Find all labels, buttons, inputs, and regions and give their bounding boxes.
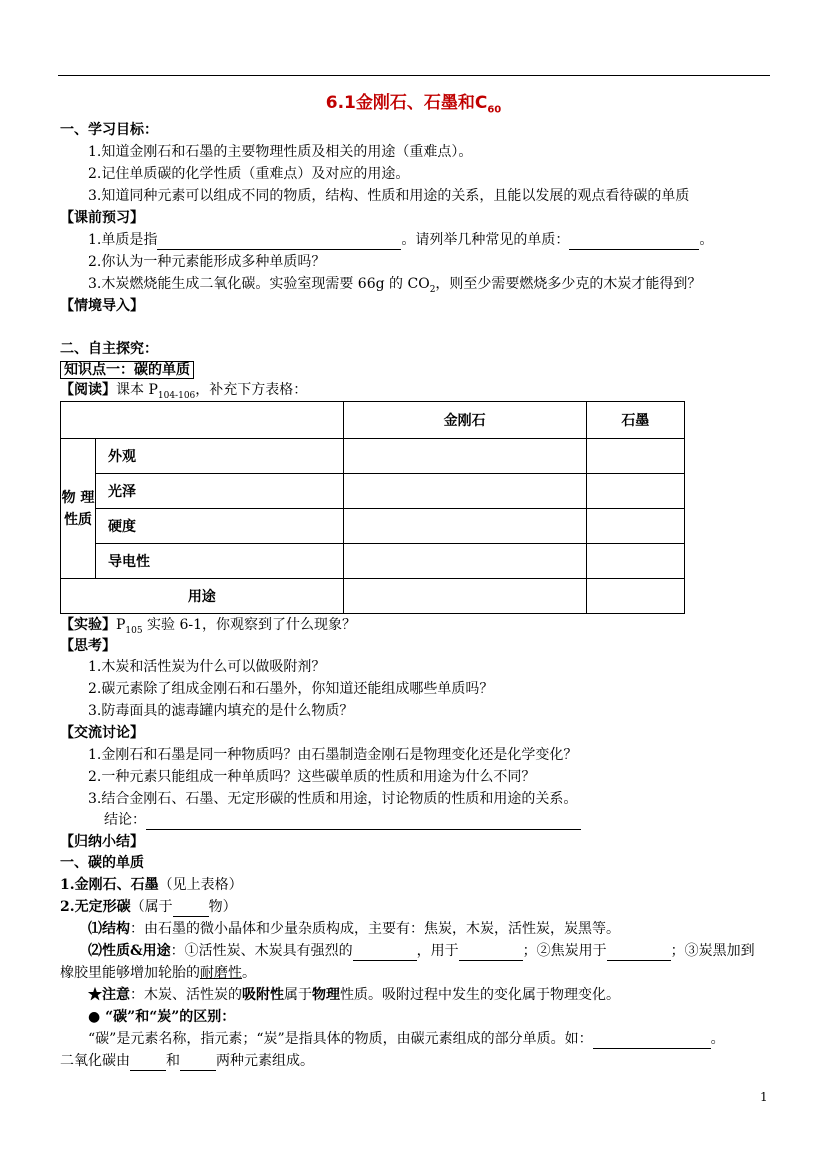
summary-section-1: 一、碳的单质 [60,855,144,871]
col-header-diamond: 金刚石 [343,402,586,439]
properties-table [60,401,685,614]
difference-line-2: 二氧化碳由 和 两种元素组成。 [60,1053,314,1069]
reading-instruction: 【阅读】课本 $P_{104-106}$，补充下方表格： [60,382,308,401]
blank-field[interactable] [593,1033,711,1049]
think-q3: 3.防毒面具的滤毒罐内填充的是什么物质？ [88,703,354,719]
blank-field[interactable] [569,234,699,250]
table-cell[interactable] [586,439,684,474]
page-number: 1 [760,1090,768,1104]
table-corner [61,402,344,439]
table-cell[interactable] [343,509,586,544]
blank-field[interactable] [157,234,401,250]
preview-q2: 2.你认为一种元素能形成多种单质吗？ [88,254,326,270]
think-q2: 2.碳元素除了组成金刚石和石墨外，你知道还能组成哪些单质吗？ [88,681,494,697]
table-cell[interactable] [343,439,586,474]
blank-field[interactable] [353,945,417,961]
blank-field[interactable] [459,945,523,961]
preview-q3: 3.木炭燃烧能生成二氧化碳。实验室现需要 66g 的 $CO_2$，则至少需要燃烧多少克的木炭才能得到？ [88,276,702,295]
think-q1: 1.木炭和活性炭为什么可以做吸附剂？ [88,659,326,675]
discuss-q3: 3.结合金刚石、石墨、无定形碳的性质和用途，讨论物质的性质和用途的关系。 [88,791,578,807]
row-label-use: 用途 [61,579,344,614]
structure-line: ⑴结构：由石墨的微小晶体和少量杂质构成，主要有：焦炭，木炭，活性炭，炭黑等。 [88,921,620,937]
blank-field[interactable] [146,814,581,830]
properties-line-cont: 橡胶里能够增加轮胎的耐磨性。 [60,965,256,981]
row-label-conductivity: 导电性 [96,544,344,579]
table-cell[interactable] [343,474,586,509]
goal-1: 1.知道金刚石和石墨的主要物理性质及相关的用途（重难点）。 [88,144,473,160]
section1-heading: 一、学习目标： [60,122,158,138]
note-line: ★注意：木炭、活性炭的吸附性属于物理性质。吸附过程中发生的变化属于物理变化。 [88,987,620,1003]
top-rule [58,75,770,76]
row-label-luster: 光泽 [96,474,344,509]
table-cell[interactable] [586,544,684,579]
difference-heading: ● “碳”和“炭”的区别： [88,1009,236,1025]
row-label-appearance: 外观 [96,439,344,474]
properties-line: ⑵性质&用途：①活性炭、木炭具有强烈的 ，用于 ；②焦炭用于 ；③炭黑加到 [88,943,755,959]
table-cell[interactable] [343,544,586,579]
summary-item-1: 1.金刚石、石墨（见上表格） [60,877,243,893]
discuss-q1: 1.金刚石和石墨是同一种物质吗？由石墨制造金刚石是物理变化还是化学变化？ [88,747,578,763]
table-cell[interactable] [343,579,586,614]
goal-3: 3.知道同种元素可以组成不同的物质，结构、性质和用途的关系，且能以发展的观点看待碳的单质 [88,188,690,204]
row-label-hardness: 硬度 [96,509,344,544]
think-heading: 【思考】 [60,638,116,654]
blank-field[interactable] [173,901,209,917]
table-cell[interactable] [586,579,684,614]
discuss-heading: 【交流讨论】 [60,725,144,741]
col-header-graphite: 石墨 [586,402,684,439]
blank-field[interactable] [180,1055,216,1071]
goal-2: 2.记住单质碳的化学性质（重难点）及对应的用途。 [88,166,410,182]
physical-properties-label: 物 理性质 [61,439,96,579]
knowledge-point-1: 知识点一：碳的单质 [60,360,194,380]
experiment-line: 【实验】$P_{105}$ 实验 6-1，你观察到了什么现象？ [60,617,357,636]
preview-heading: 【课前预习】 [60,210,144,226]
table-cell[interactable] [586,509,684,544]
intro-heading: 【情境导入】 [60,298,144,314]
summary-heading: 【归纳小结】 [60,834,144,850]
preview-q1: 1.单质是指 。请列举几种常见的单质： 。 [88,232,714,248]
discuss-q2: 2.一种元素只能组成一种单质吗？这些碳单质的性质和用途为什么不同？ [88,769,536,785]
summary-item-2: 2.无定形碳（属于 物） [60,899,237,915]
blank-field[interactable] [607,945,671,961]
conclusion-line: 结论： [104,810,581,830]
table-cell[interactable] [586,474,684,509]
difference-line-1: “碳”是元素名称，指元素；“炭”是指具体的物质，由碳元素组成的部分单质。如： 。 [88,1031,725,1047]
section2-heading: 二、自主探究： [60,341,158,357]
page-title: 6.1金刚石、石墨和$C_{60}$ [325,93,502,116]
blank-field[interactable] [130,1055,166,1071]
